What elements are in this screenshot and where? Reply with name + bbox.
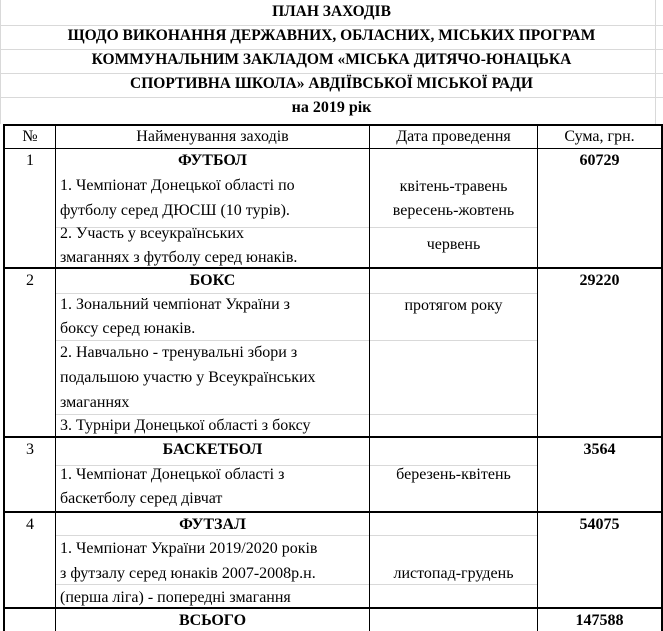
- column-header-name: Найменування заходів: [136, 128, 289, 145]
- event-date: червень: [426, 236, 481, 253]
- item-text: (перша ліга) - попередні змагання: [60, 589, 291, 606]
- table-border: [3, 607, 663, 609]
- total-label: ВСЬОГО: [178, 612, 247, 629]
- item-text: змаганнях з футболу серед юнаків.: [60, 249, 298, 266]
- item-text: подальшою участю у Всеукраїнських: [60, 369, 316, 386]
- item-text: з футзалу серед юнаків 2007-2008р.н.: [60, 565, 316, 582]
- row-number: 4: [26, 516, 34, 533]
- item-text: 1. Чемпіонат України 2019/2020 років: [60, 540, 318, 557]
- section-title: ФУТЗАЛ: [179, 516, 246, 533]
- section-title: ФУТБОЛ: [178, 152, 247, 169]
- table-border: [3, 267, 663, 269]
- item-text: змаганнях: [60, 394, 130, 411]
- item-text: футболу серед ДЮСШ (10 турів).: [60, 202, 290, 219]
- item-text: боксу серед юнаків.: [60, 320, 196, 337]
- column-header-date: Дата проведення: [396, 128, 511, 145]
- section-sum: 60729: [579, 152, 620, 169]
- table-border: [3, 124, 663, 126]
- event-date: листопад-грудень: [393, 565, 514, 582]
- table-border: [369, 124, 370, 631]
- item-text: 1. Чемпіонат Донецької області по: [60, 177, 295, 194]
- plan-subtitle-line-3: СПОРТИВНА ШКОЛА» АВДІЇВСЬКОЇ МІСЬКОЇ РАДИ: [130, 75, 533, 92]
- item-text: 2. Участь у всеукраїнських: [60, 225, 244, 242]
- event-date: березень-квітень: [396, 466, 511, 483]
- table-border: [3, 436, 663, 438]
- table-border: [3, 148, 663, 149]
- gridline: [0, 25, 663, 26]
- item-text: баскетболу серед дівчат: [60, 490, 223, 507]
- event-date: протягом року: [404, 297, 503, 314]
- event-date: квітень-травень: [399, 178, 508, 195]
- section-title: БАСКЕТБОЛ: [162, 441, 263, 458]
- section-sum: 54075: [579, 516, 620, 533]
- column-header-num: №: [22, 128, 38, 145]
- row-number: 1: [26, 152, 34, 169]
- table-border: [537, 124, 538, 631]
- gridline: [56, 414, 538, 415]
- table-border: [3, 511, 663, 513]
- total-sum: 147588: [575, 612, 624, 629]
- row-number: 3: [26, 441, 34, 458]
- event-date: вересень-жовтень: [392, 202, 515, 219]
- gridline: [56, 293, 538, 294]
- gridline: [0, 97, 663, 98]
- gridline: [56, 535, 538, 536]
- gridline: [56, 584, 538, 585]
- section-sum: 3564: [583, 441, 616, 458]
- item-text: 2. Навчально - тренувальні збори з: [60, 344, 298, 361]
- gridline: [56, 340, 538, 341]
- gridline: [0, 49, 663, 50]
- item-text: 1. Чемпіонат Донецької області з: [60, 466, 285, 483]
- item-text: 1. Зональний чемпіонат України з: [60, 296, 290, 313]
- row-number: 2: [26, 272, 34, 289]
- plan-subtitle-line-2: КОММУНАЛЬНИМ ЗАКЛАДОМ «МІСЬКА ДИТЯЧО-ЮНАЦЬКА: [91, 51, 572, 68]
- plan-year: на 2019 рік: [291, 99, 372, 116]
- section-sum: 29220: [579, 272, 620, 289]
- plan-subtitle-line-1: ЩОДО ВИКОНАННЯ ДЕРЖАВНИХ, ОБЛАСНИХ, МІСЬКИХ ПРОГРАМ: [67, 27, 596, 44]
- column-header-sum: Сума, грн.: [564, 128, 635, 145]
- section-title: БОКС: [189, 272, 236, 289]
- item-text: 3. Турніри Донецької області з боксу: [60, 417, 311, 434]
- table-border: [3, 124, 5, 631]
- table-border: [55, 124, 56, 631]
- plan-title: ПЛАН ЗАХОДІВ: [272, 3, 391, 20]
- gridline: [0, 73, 663, 74]
